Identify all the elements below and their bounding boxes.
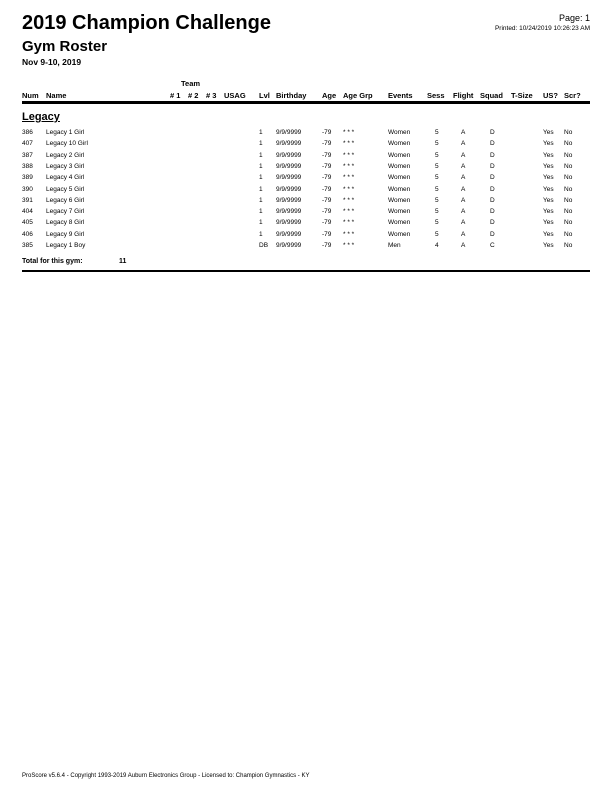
header-sess: Sess xyxy=(427,91,445,100)
header-divider xyxy=(22,101,590,104)
cell-flight: A xyxy=(461,174,466,182)
cell-birthday: 9/9/9999 xyxy=(276,129,302,136)
cell-sess: 5 xyxy=(435,196,439,204)
cell-age: -79 xyxy=(322,129,332,136)
cell-lvl: 1 xyxy=(259,185,263,193)
cell-num: 404 xyxy=(22,208,33,216)
cell-squad: D xyxy=(490,174,495,182)
cell-us: Yes xyxy=(543,208,554,216)
cell-age-grp: * * * xyxy=(343,174,355,182)
header-team-2: # 2 xyxy=(188,91,199,100)
cell-name: Legacy 2 Girl xyxy=(46,151,85,159)
cell-scr: No xyxy=(564,196,573,204)
table-row xyxy=(0,174,612,185)
cell-age: -79 xyxy=(322,151,332,159)
cell-scr: No xyxy=(564,140,573,148)
cell-squad: D xyxy=(490,185,495,193)
cell-num: 406 xyxy=(22,230,33,238)
cell-us: Yes xyxy=(543,129,554,136)
cell-scr: No xyxy=(564,174,573,182)
cell-age-grp: * * * xyxy=(343,140,355,148)
cell-age-grp: * * * xyxy=(343,162,355,170)
header-age-grp: Age Grp xyxy=(343,91,373,100)
cell-age: -79 xyxy=(322,219,332,227)
cell-name: Legacy 1 Girl xyxy=(46,129,85,136)
cell-birthday: 9/9/9999 xyxy=(276,174,302,182)
cell-flight: A xyxy=(461,185,466,193)
cell-name: Legacy 5 Girl xyxy=(46,185,85,193)
header-age: Age xyxy=(322,91,337,100)
cell-num: 391 xyxy=(22,196,33,204)
cell-scr: No xyxy=(564,162,573,170)
cell-age-grp: * * * xyxy=(343,129,355,136)
cell-us: Yes xyxy=(543,174,554,182)
cell-flight: A xyxy=(461,208,466,216)
cell-num: 386 xyxy=(22,129,33,136)
cell-events: Women xyxy=(388,129,411,136)
cell-scr: No xyxy=(564,129,573,136)
cell-sess: 5 xyxy=(435,174,439,182)
cell-birthday: 9/9/9999 xyxy=(276,162,302,170)
header-birthday: Birthday xyxy=(276,91,307,100)
cell-num: 387 xyxy=(22,151,33,159)
header-name: Name xyxy=(46,91,67,100)
cell-scr: No xyxy=(564,185,573,193)
printed-timestamp: Printed: 10/24/2019 10:26:23 AM xyxy=(494,25,590,32)
cell-age-grp: * * * xyxy=(343,242,355,249)
cell-lvl: 1 xyxy=(259,219,263,227)
cell-flight: A xyxy=(461,219,466,227)
cell-sess: 5 xyxy=(435,151,439,159)
cell-name: Legacy 9 Girl xyxy=(46,230,85,238)
cell-lvl: 1 xyxy=(259,129,263,136)
cell-birthday: 9/9/9999 xyxy=(276,185,302,193)
cell-flight: A xyxy=(461,162,466,170)
cell-birthday: 9/9/9999 xyxy=(276,242,302,249)
cell-lvl: DB xyxy=(259,242,269,249)
header-usag: USAG xyxy=(224,91,246,100)
cell-age-grp: * * * xyxy=(343,230,355,238)
cell-events: Women xyxy=(388,185,411,193)
cell-squad: D xyxy=(490,162,495,170)
cell-sess: 5 xyxy=(435,219,439,227)
meet-date: Nov 9-10, 2019 xyxy=(22,57,82,67)
table-row xyxy=(0,140,612,151)
copyright-footer: ProScore v5.6.4 - Copyright 1993-2019 Auburn Electronics Group - Licensed to: Champion Gymnastics - KY xyxy=(22,773,310,779)
cell-name: Legacy 3 Girl xyxy=(46,162,85,170)
cell-name: Legacy 7 Girl xyxy=(46,208,85,216)
table-row xyxy=(0,197,612,208)
cell-events: Women xyxy=(388,208,411,216)
cell-events: Women xyxy=(388,196,411,204)
cell-scr: No xyxy=(564,230,573,238)
cell-lvl: 1 xyxy=(259,208,263,216)
cell-age-grp: * * * xyxy=(343,208,355,216)
cell-sess: 4 xyxy=(435,242,439,249)
cell-scr: No xyxy=(564,208,573,216)
cell-birthday: 9/9/9999 xyxy=(276,230,302,238)
cell-scr: No xyxy=(564,151,573,159)
cell-name: Legacy 4 Girl xyxy=(46,174,85,182)
cell-num: 407 xyxy=(22,140,33,148)
gym-total-value: 11 xyxy=(119,258,127,265)
cell-flight: A xyxy=(461,151,466,159)
cell-flight: A xyxy=(461,242,466,249)
cell-age: -79 xyxy=(322,162,332,170)
header-squad: Squad xyxy=(480,91,503,100)
cell-age-grp: * * * xyxy=(343,219,355,227)
header-team-1: # 1 xyxy=(170,91,181,100)
cell-flight: A xyxy=(461,230,466,238)
cell-lvl: 1 xyxy=(259,140,263,148)
header-num: Num xyxy=(22,91,39,100)
cell-name: Legacy 6 Girl xyxy=(46,196,85,204)
cell-us: Yes xyxy=(543,151,554,159)
cell-squad: D xyxy=(490,219,495,227)
table-row xyxy=(0,219,612,230)
cell-events: Women xyxy=(388,174,411,182)
cell-num: 390 xyxy=(22,185,33,193)
cell-num: 389 xyxy=(22,174,33,182)
cell-num: 385 xyxy=(22,242,33,249)
table-row xyxy=(0,152,612,163)
cell-flight: A xyxy=(461,196,466,204)
cell-squad: D xyxy=(490,208,495,216)
cell-age: -79 xyxy=(322,185,332,193)
header-events: Events xyxy=(388,91,413,100)
cell-events: Women xyxy=(388,162,411,170)
cell-age: -79 xyxy=(322,230,332,238)
table-row xyxy=(0,231,612,242)
cell-age-grp: * * * xyxy=(343,185,355,193)
cell-squad: D xyxy=(490,196,495,204)
cell-squad: D xyxy=(490,151,495,159)
cell-birthday: 9/9/9999 xyxy=(276,219,302,227)
cell-age-grp: * * * xyxy=(343,151,355,159)
report-title: 2019 Champion Challenge xyxy=(22,12,271,34)
gym-name: Legacy xyxy=(22,111,60,123)
cell-birthday: 9/9/9999 xyxy=(276,208,302,216)
table-row xyxy=(0,208,612,219)
header-lvl: Lvl xyxy=(259,91,270,100)
cell-lvl: 1 xyxy=(259,151,263,159)
cell-age: -79 xyxy=(322,140,332,148)
cell-age: -79 xyxy=(322,196,332,204)
table-row xyxy=(0,163,612,174)
cell-name: Legacy 10 Girl xyxy=(46,140,88,148)
cell-age: -79 xyxy=(322,208,332,216)
cell-flight: A xyxy=(461,140,466,148)
cell-scr: No xyxy=(564,242,573,249)
cell-us: Yes xyxy=(543,230,554,238)
cell-age: -79 xyxy=(322,242,332,249)
cell-birthday: 9/9/9999 xyxy=(276,196,302,204)
cell-squad: D xyxy=(490,140,495,148)
cell-flight: A xyxy=(461,129,466,136)
header-tsize: T-Size xyxy=(511,91,533,100)
cell-birthday: 9/9/9999 xyxy=(276,140,302,148)
cell-lvl: 1 xyxy=(259,162,263,170)
cell-num: 388 xyxy=(22,162,33,170)
cell-name: Legacy 1 Boy xyxy=(46,242,86,249)
cell-us: Yes xyxy=(543,242,554,249)
cell-sess: 5 xyxy=(435,129,439,136)
cell-sess: 5 xyxy=(435,140,439,148)
header-team: Team xyxy=(181,79,201,88)
cell-events: Women xyxy=(388,219,411,227)
cell-us: Yes xyxy=(543,185,554,193)
header-team-3: # 3 xyxy=(206,91,217,100)
cell-lvl: 1 xyxy=(259,230,263,238)
cell-squad: D xyxy=(490,129,495,136)
cell-lvl: 1 xyxy=(259,196,263,204)
page-number: Page: 1 xyxy=(558,13,590,23)
cell-events: Women xyxy=(388,151,411,159)
cell-sess: 5 xyxy=(435,230,439,238)
cell-us: Yes xyxy=(543,196,554,204)
cell-age: -79 xyxy=(322,174,332,182)
cell-sess: 5 xyxy=(435,162,439,170)
header-flight: Flight xyxy=(453,91,474,100)
cell-squad: C xyxy=(490,242,495,249)
cell-events: Women xyxy=(388,230,411,238)
cell-birthday: 9/9/9999 xyxy=(276,151,302,159)
cell-us: Yes xyxy=(543,162,554,170)
cell-us: Yes xyxy=(543,140,554,148)
cell-sess: 5 xyxy=(435,208,439,216)
gym-total-label: Total for this gym: xyxy=(22,258,83,265)
table-row xyxy=(0,186,612,197)
header-us: US? xyxy=(543,91,558,100)
header-scr: Scr? xyxy=(564,91,581,100)
cell-scr: No xyxy=(564,219,573,227)
cell-lvl: 1 xyxy=(259,174,263,182)
cell-us: Yes xyxy=(543,219,554,227)
cell-squad: D xyxy=(490,230,495,238)
cell-events: Women xyxy=(388,140,411,148)
report-subtitle: Gym Roster xyxy=(22,38,108,55)
table-row xyxy=(0,242,612,253)
cell-name: Legacy 8 Girl xyxy=(46,219,85,227)
table-row xyxy=(0,129,612,140)
cell-events: Men xyxy=(388,242,401,249)
cell-age-grp: * * * xyxy=(343,196,355,204)
total-divider xyxy=(22,270,590,272)
cell-num: 405 xyxy=(22,219,33,227)
cell-sess: 5 xyxy=(435,185,439,193)
